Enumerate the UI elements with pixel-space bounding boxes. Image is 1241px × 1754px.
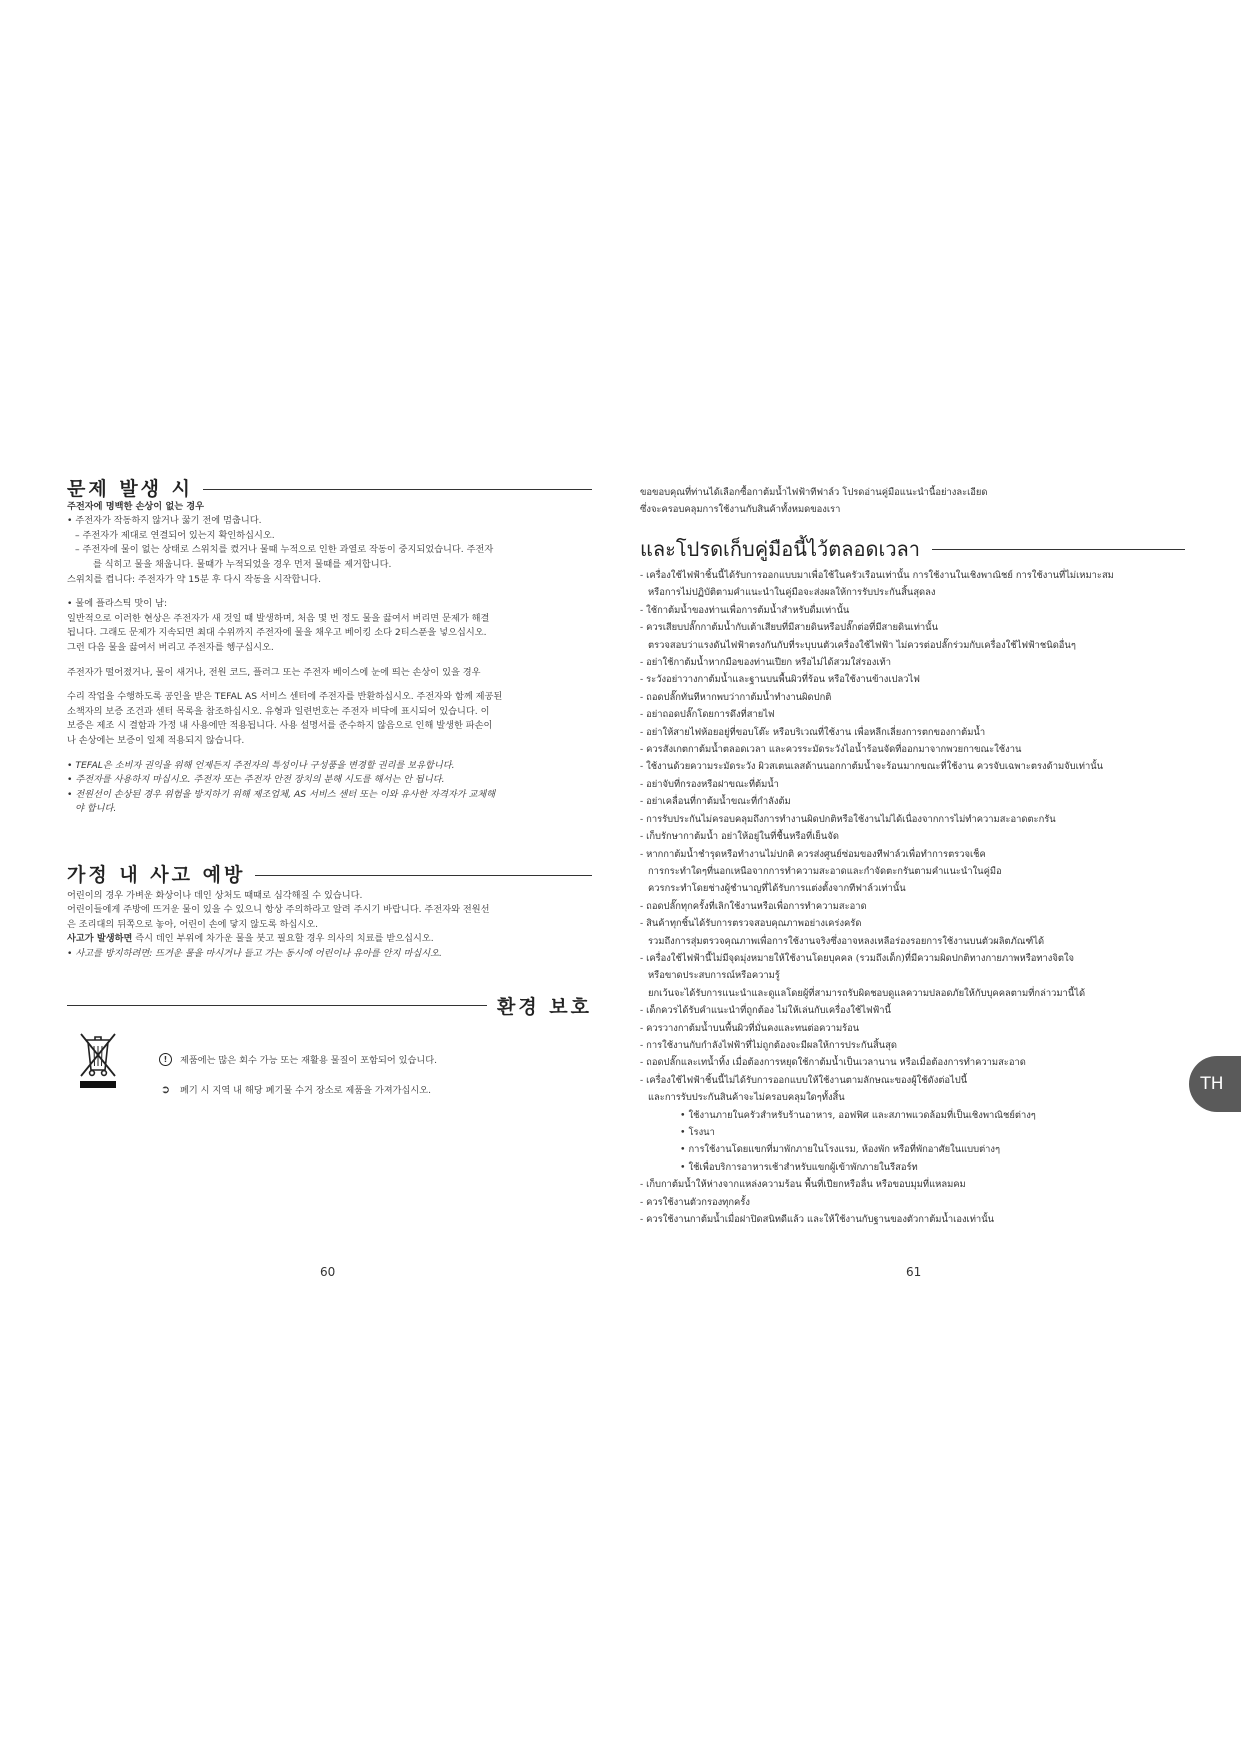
text-line: 나 손상에는 보증이 일체 적용되지 않습니다. — [67, 734, 245, 746]
plastic-title: • 물에 플라스틱 맛이 남: — [67, 598, 168, 610]
environment-title: 환경 보호 — [496, 996, 592, 1018]
safety-line: - สินค้าทุกชิ้นได้รับการตรวจสอบคุณภาพอย่างเคร่งครัด — [640, 918, 862, 930]
left-page — [0, 0, 620, 1754]
text-line: 어린이의 경우 가벼운 화상이나 데인 상처도 때때로 심각해질 수 있습니다. — [67, 889, 363, 901]
accident-title: 가정 내 사고 예방 — [67, 864, 246, 886]
intro-line: ขอขอบคุณที่ท่านได้เลือกซื้อกาต้มน้ำไฟฟ้าทีฟาล์ว โปรดอ่านคู่มือแนะนำนี้อย่างละเอียด — [640, 487, 988, 498]
safety-line: - ควรใช้งานตัวกรองทุกครั้ง — [640, 1196, 750, 1208]
troubleshooting-subtitle: 주전자에 명백한 손상이 없는 경우 — [67, 500, 205, 512]
safety-line: - ถอดปลั๊กทุกครั้งที่เลิกใช้งานหรือเพื่อการทำความสะอาด — [640, 900, 867, 912]
safety-line: หรือการไม่ปฏิบัติตามคำแนะนำในคู่มือจะส่งผลให้การรับประกันสิ้นสุดลง — [648, 587, 936, 599]
bullet-line: • ใช้เพื่อบริการอาหารเช้าสำหรับแขกผู้เข้าพักภายในรีสอร์ท — [680, 1161, 918, 1173]
accident-section — [67, 864, 592, 962]
bullet-line: • ใช้งานภายในครัวสำหรับร้านอาหาร, ออฟฟิศ และสภาพแวดล้อมที่เป็นเชิงพาณิชย์ต่างๆ — [680, 1109, 1036, 1121]
text-line: 은 조리대의 뒤쪽으로 놓아, 어린이 손에 닿지 않도록 하십시오. — [67, 918, 319, 930]
safety-line: - เครื่องใช้ไฟฟ้าชิ้นนี้ไม่ได้รับการออกแบบให้ใช้งานตามลักษณะของผู้ใช้ดังต่อไปนี้ — [640, 1074, 968, 1086]
safety-line: - ควรสังเกตกาต้มน้ำตลอดเวลา และควรระมัดระวังไอน้ำร้อนจัดที่ออกมาจากพวยกาขณะใช้งาน — [640, 744, 1022, 756]
safety-line: - อย่าใช้กาต้มน้ำหากมือของท่านเปียก หรือไม่ได้สวมใส่รองเท้า — [640, 657, 891, 669]
accident-instruction — [67, 932, 592, 947]
safety-line: - ควรวางกาต้มน้ำบนพื้นผิวที่มั่นคงและทนต่อความร้อน — [640, 1022, 860, 1034]
language-tab: TH — [1189, 1056, 1241, 1112]
environment-header — [67, 992, 592, 1019]
return-arrow-icon: ➲ — [160, 1082, 171, 1096]
safety-line: - ถอดปลั๊กและเทน้ำทิ้ง เมื่อต้องการหยุดใช้กาต้มน้ำเป็นเวลานาน หรือเมื่อต้องการทำความสะอาด — [640, 1057, 1026, 1069]
page-number-left: 60 — [320, 1265, 336, 1279]
safety-line: ตรวจสอบว่าแรงดันไฟฟ้าตรงกันกับที่ระบุบนตัวเครื่องใช้ไฟฟ้า ไม่ควรต่อปลั๊กร่วมกับเครื่องใช้ไฟฟ้าชนิดอื่นๆ — [648, 639, 1076, 651]
safety-line: - ควรเสียบปลั๊กกาต้มน้ำกับเต้าเสียบที่มีสายดินหรือปลั๊กต่อที่มีสายดินเท่านั้น — [640, 622, 938, 634]
environment-item-text: 폐기 시 지역 내 해당 폐기물 수거 장소로 제품을 가져가십시오. — [180, 1085, 432, 1096]
safety-line: - เครื่องใช้ไฟฟ้าชิ้นนี้ได้รับการออกแบบมาเพื่อใช้ในครัวเรือนเท่านั้น การใช้งานในเชิงพาณิชย์ การใช้งานที่ไม่เหมาะสม — [640, 570, 1114, 581]
safety-line: - การรับประกันไม่ครอบคลุมถึงการทำงานผิดปกติหรือใช้งานไม่ได้เนื่องจากการไม่ทำความสะอาดตะกรัน — [640, 813, 1056, 825]
safety-line: - การใช้งานกับกำลังไฟฟ้าที่ไม่ถูกต้องจะมีผลให้การประกันสิ้นสุด — [640, 1039, 897, 1051]
text-line: 스위치를 켭니다: 주전자가 약 15분 후 다시 작동을 시작합니다. — [67, 573, 322, 585]
safety-line: - ควรใช้งานกาต้มน้ำเมื่อฝาปิดสนิทดีแล้ว และให้ใช้งานกับฐานของตัวกาต้มน้ำเองเท่านั้น — [640, 1214, 995, 1226]
text-line: – 주전자가 제대로 연결되어 있는지 확인하십시오. — [75, 529, 275, 541]
text-line: 어린이들에게 주방에 뜨거운 물이 있을 수 있으니 항상 주의하라고 알려 주시기 바랍니다. 주전자와 전원선 — [67, 904, 490, 916]
accident-italic-line: • 사고를 방지하려면: 뜨거운 물을 마시거나 들고 가는 동시에 어린이나 유아를 안지 마십시오. — [67, 947, 442, 959]
safety-line: - เก็บรักษากาต้มน้ำ อย่าให้อยู่ในที่ชื้นหรือที่เย็นจัด — [640, 831, 839, 843]
thai-section-header — [640, 533, 1185, 565]
header-rule — [203, 489, 592, 490]
note-line: • 전원선이 손상된 경우 위험을 방지하기 위해 제조업체, AS 서비스 센터 또는 이와 유사한 자격자가 교체해 — [67, 788, 496, 800]
safety-line: ยกเว้นจะได้รับการแนะนำและดูแลโดยผู้ที่สามารถรับผิดชอบดูแลความปลอดภัยให้กับบุคคลตามที่กล่าวมานี้ได้ — [648, 987, 1086, 999]
safety-line: - ใช้งานด้วยความระมัดระวัง ผิวสเตนเลสด้านนอกกาต้มน้ำจะร้อนมากขณะที่ใช้งาน ควรจับเฉพาะตรงด้ามจับเท่านั้น — [640, 761, 1104, 773]
accident-bold-label: 사고가 발생하면 — [67, 933, 133, 945]
accident-header — [67, 864, 592, 886]
safety-line: - เครื่องใช้ไฟฟ้านี้ไม่มีจุดมุ่งหมายให้ใช้งานโดยบุคคล (รวมถึงเด็ก)ที่มีความผิดปกติทางกายภาพหรือทางจิตใจ — [640, 952, 1075, 964]
safety-line: - อย่าเคลื่อนที่กาต้มน้ำขณะที่กำลังต้ม — [640, 796, 791, 808]
safety-line: - อย่าให้สายไฟห้อยอยู่ที่ขอบโต๊ะ หรือบริเวณที่ใช้งาน เพื่อหลีกเลี่ยงการตกของกาต้มน้ำ — [640, 726, 986, 738]
environment-item-text: 제품에는 많은 회수 가능 또는 재활용 물질이 포함되어 있습니다. — [180, 1055, 438, 1066]
header-rule — [67, 1005, 487, 1006]
text-line: 그런 다음 물을 끓여서 버리고 주전자를 헹구십시오. — [67, 641, 274, 653]
note-line: 야 합니다. — [75, 803, 117, 815]
environment-item — [159, 1082, 431, 1096]
safety-line: - ถอดปลั๊กทันทีหากพบว่ากาต้มน้ำทำงานผิดปกติ — [640, 691, 832, 703]
safety-line: ควรกระทำโดยช่างผู้ชำนาญที่ได้รับการแต่งตั้งจากทีฟาล์วเท่านั้น — [648, 883, 906, 895]
text-line: • 주전자가 작동하지 않거나 꿇기 전에 멈춥니다. — [67, 515, 262, 527]
safety-line: - หากกาต้มน้ำชำรุดหรือทำงานไม่ปกติ ควรส่งศูนย์ซ่อมของทีฟาล์วเพื่อทำการตรวจเช็ค — [640, 848, 986, 860]
thai-intro — [640, 484, 1185, 519]
text-line: 소책자의 보증 조건과 센터 목록을 참조하십시오. 유형과 일련번호는 주전자 비닥에 표시되어 있습니다. 이 — [67, 705, 490, 717]
accident-bold-rest: 즉시 데인 부위에 차가운 물을 붓고 필요할 경우 의사의 치료를 받으십시오. — [132, 933, 434, 945]
bullet-line: • โรงนา — [680, 1127, 715, 1138]
page-number-right: 61 — [906, 1265, 922, 1279]
note-line: • TEFAL은 소비자 권익을 위해 언제든지 주전자의 특성이나 구성품을 변경할 권리를 보유합니다. — [67, 759, 455, 771]
damage-line: 주전자가 떨어졌거나, 물이 새거나, 전원 코드, 플러그 또는 주전자 베이스에 눈에 띄는 손상이 있을 경우 — [67, 666, 481, 678]
header-rule — [255, 875, 592, 876]
text-line: – 주전자에 물이 없는 상태로 스위치를 켰거나 물때 누적으로 인한 과열로 작동이 중지되었습니다. 주전자 — [75, 544, 494, 556]
safety-line: - เด็กควรได้รับคำแนะนำที่ถูกต้อง ไม่ให้เล่นกับเครื่องใช้ไฟฟ้านี้ — [640, 1005, 891, 1017]
bullet-line: • การใช้งานโดยแขกที่มาพักภายในโรงแรม, ห้องพัก หรือที่พักอาศัยในแบบต่างๆ — [680, 1144, 1001, 1156]
safety-line: - อย่าจับที่กรองหรือฝาขณะที่ต้มน้ำ — [640, 778, 779, 790]
header-rule — [932, 549, 1185, 550]
environment-item — [159, 1052, 437, 1066]
weee-recycle-bin-icon — [78, 1030, 118, 1090]
text-line: 보증은 제조 시 결함과 가정 내 사용에만 적용됩니다. 사용 설명서를 준수하지 않음으로 인해 발생한 파손이 — [67, 720, 493, 732]
safety-line: - อย่าถอดปลั๊กโดยการดึงที่สายไฟ — [640, 709, 775, 721]
safety-line: การกระทำใดๆที่นอกเหนือจากการทำความสะอาดและกำจัดตะกรันตามคำแนะนำในคู่มือ — [648, 865, 1002, 877]
safety-line: และการรับประกันสินค้าจะไม่ครอบคลุมใดๆทั้งสิ้น — [648, 1092, 845, 1104]
thai-section-title: และโปรดเก็บคู่มือนี้ไว้ตลอดเวลา — [640, 537, 921, 561]
safety-line: - ระวังอย่าวางกาต้มน้ำและฐานบนพื้นผิวที่ร้อน หรือใช้งานข้างเปลวไฟ — [640, 674, 920, 686]
troubleshooting-title: 문제 발생 시 — [67, 478, 193, 500]
intro-line: ซึ่งจะครอบคลุมการใช้งานกับสินค้าทั้งหมดของเรา — [640, 504, 841, 516]
text-line: 를 식히고 물을 채웁니다. 물때가 누적되었을 경우 먼저 물때를 제거합니다. — [93, 558, 392, 570]
safety-line: - เก็บกาต้มน้ำให้ห่างจากแหล่งความร้อน พื้นที่เปียกหรือลื่น หรือขอบมุมที่แหลมคม — [640, 1179, 966, 1191]
thai-safety-list — [640, 567, 1185, 1228]
safety-line: - ใช้กาต้มน้ำของท่านเพื่อการต้มน้ำสำหรับดื่มเท่านั้น — [640, 604, 850, 616]
text-line: 수리 작업을 수행하도록 공인을 받은 TEFAL AS 서비스 센터에 주전자를 반환하십시오. 주전자와 함께 제공된 — [67, 691, 503, 703]
troubleshooting-section — [67, 478, 592, 817]
safety-line: รวมถึงการสุ่มตรวจคุณภาพเพื่อการใช้งานจริงซึ่งอาจหลงเหลือร่องรอยการใช้งานบนตัวผลิตภัณฑ์ได้ — [648, 935, 1045, 947]
safety-line: หรือขาดประสบการณ์หรือความรู้ — [648, 970, 780, 982]
text-line: 됩니다. 그래도 문제가 지속되면 최대 수위까지 주전자에 물을 채우고 베이킹 소다 2티스푼을 넣으십시오. — [67, 627, 487, 639]
note-line: • 주전자를 사용하지 마십시오. 주전자 또는 주전자 안전 장치의 분해 시도를 해서는 안 됩니다. — [67, 774, 445, 786]
info-icon: ! — [159, 1053, 172, 1066]
troubleshooting-header — [67, 478, 592, 500]
text-line: 일반적으로 이러한 현상은 주전자가 새 것일 때 발생하며, 처음 몇 번 정도 물을 끓여서 버리면 문제가 해결 — [67, 612, 490, 624]
